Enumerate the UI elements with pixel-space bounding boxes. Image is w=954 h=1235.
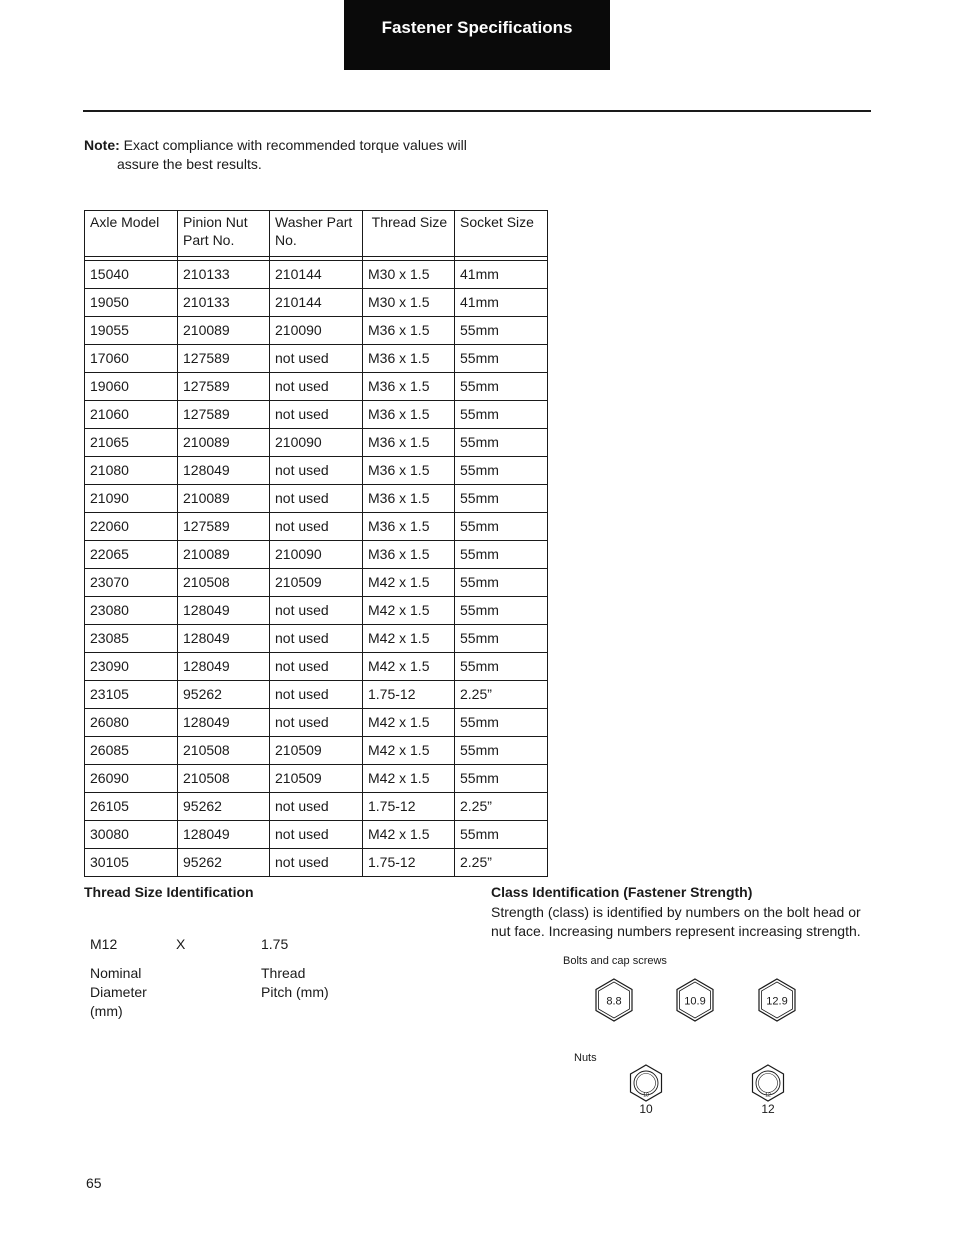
- table-cell: not used: [270, 681, 363, 709]
- table-cell: 21065: [85, 429, 178, 457]
- label-line: (mm): [90, 1003, 123, 1019]
- table-cell: 128049: [178, 709, 270, 737]
- table-cell: M42 x 1.5: [363, 597, 455, 625]
- table-cell: 55mm: [455, 485, 548, 513]
- table-row: [85, 737, 548, 765]
- col-header-thread-size: [363, 211, 455, 257]
- table-cell: 23070: [85, 569, 178, 597]
- table-cell: 210133: [178, 261, 270, 289]
- table-cell: 21060: [85, 401, 178, 429]
- table-row: [85, 317, 548, 345]
- label-nominal-diameter: [90, 964, 147, 1021]
- table-cell: 128049: [178, 457, 270, 485]
- table-cell: not used: [270, 373, 363, 401]
- table-cell: 210090: [270, 429, 363, 457]
- table-cell: 55mm: [455, 737, 548, 765]
- bolt-class-label: 10.9: [684, 995, 706, 1008]
- header-text: Part No.: [183, 232, 235, 248]
- table-cell: 23085: [85, 625, 178, 653]
- table-cell: 26080: [85, 709, 178, 737]
- table-cell: not used: [270, 849, 363, 877]
- table-body: [85, 261, 548, 877]
- table-row: [85, 625, 548, 653]
- table-row: [85, 513, 548, 541]
- header-rule: [83, 110, 871, 112]
- table-cell: M36 x 1.5: [363, 373, 455, 401]
- table-row: [85, 457, 548, 485]
- table-cell: 210144: [270, 261, 363, 289]
- table-row: [85, 373, 548, 401]
- pinion-nut-table: [84, 210, 548, 877]
- table-cell: 23080: [85, 597, 178, 625]
- table-cell: 127589: [178, 401, 270, 429]
- table-cell: 55mm: [455, 373, 548, 401]
- table-cell: 41mm: [455, 289, 548, 317]
- thread-size-id-title: Thread Size Identification: [84, 884, 254, 900]
- label-thread-pitch: [261, 964, 329, 1002]
- table-cell: not used: [270, 513, 363, 541]
- table-cell: 210089: [178, 541, 270, 569]
- bolt-head-10-9-icon: [671, 976, 719, 1024]
- table-cell: 55mm: [455, 597, 548, 625]
- table-cell: M36 x 1.5: [363, 317, 455, 345]
- label-line: Nominal: [90, 965, 142, 981]
- note-line-2: assure the best results.: [117, 156, 262, 172]
- table-header-row: [85, 211, 548, 257]
- table-cell: 15040: [85, 261, 178, 289]
- table-cell: M36 x 1.5: [363, 541, 455, 569]
- table-row: [85, 541, 548, 569]
- header-text: No.: [275, 232, 297, 248]
- table-cell: M42 x 1.5: [363, 625, 455, 653]
- bolt-class-label: 8.8: [606, 995, 622, 1008]
- table-row: [85, 821, 548, 849]
- table-cell: 23090: [85, 653, 178, 681]
- table-row: [85, 653, 548, 681]
- table-cell: 1.75-12: [363, 849, 455, 877]
- table-cell: not used: [270, 457, 363, 485]
- page-number: 65: [86, 1175, 102, 1191]
- table-cell: 128049: [178, 625, 270, 653]
- table-cell: 21080: [85, 457, 178, 485]
- note-label: Note:: [84, 137, 120, 153]
- table-cell: not used: [270, 709, 363, 737]
- nuts-caption: Nuts: [574, 1052, 597, 1064]
- table-cell: 2.25”: [455, 681, 548, 709]
- table-cell: 23105: [85, 681, 178, 709]
- table-cell: M42 x 1.5: [363, 569, 455, 597]
- table-cell: 1.75-12: [363, 793, 455, 821]
- table-cell: 210144: [270, 289, 363, 317]
- table-cell: 26105: [85, 793, 178, 821]
- table-cell: 127589: [178, 373, 270, 401]
- table-cell: 41mm: [455, 261, 548, 289]
- table-cell: 55mm: [455, 765, 548, 793]
- table-cell: 210508: [178, 765, 270, 793]
- table-cell: M42 x 1.5: [363, 765, 455, 793]
- table-cell: 19050: [85, 289, 178, 317]
- table-cell: 55mm: [455, 345, 548, 373]
- section-title-tab: [344, 0, 610, 70]
- table-cell: 1.75-12: [363, 681, 455, 709]
- col-header-socket-size: [455, 211, 548, 257]
- table-cell: 2.25”: [455, 793, 548, 821]
- table-cell: not used: [270, 485, 363, 513]
- table-cell: not used: [270, 625, 363, 653]
- table-cell: 95262: [178, 793, 270, 821]
- table-cell: not used: [270, 597, 363, 625]
- table-row: [85, 289, 548, 317]
- table-cell: 19060: [85, 373, 178, 401]
- table-row: [85, 765, 548, 793]
- table-row: [85, 709, 548, 737]
- table-cell: M30 x 1.5: [363, 261, 455, 289]
- table-cell: 26090: [85, 765, 178, 793]
- table-cell: 128049: [178, 653, 270, 681]
- col-header-pinion-nut: [178, 211, 270, 257]
- thread-example-pitch: 1.75: [261, 936, 289, 952]
- table-cell: 210133: [178, 289, 270, 317]
- table-cell: 95262: [178, 681, 270, 709]
- table-cell: 210089: [178, 317, 270, 345]
- table-cell: 128049: [178, 597, 270, 625]
- table-cell: M36 x 1.5: [363, 401, 455, 429]
- table-cell: 55mm: [455, 821, 548, 849]
- section-title: Fastener Specifications: [381, 18, 573, 37]
- table-cell: 2.25”: [455, 849, 548, 877]
- label-line: Pitch (mm): [261, 984, 329, 1000]
- table-row: [85, 401, 548, 429]
- table-row: [85, 569, 548, 597]
- thread-example-diameter: M12: [90, 936, 118, 952]
- table-cell: M36 x 1.5: [363, 457, 455, 485]
- table-cell: 55mm: [455, 569, 548, 597]
- table-cell: 55mm: [455, 625, 548, 653]
- nut-face-mark: 12: [765, 1092, 771, 1099]
- note-line-1: Exact compliance with recommended torque values will: [123, 137, 467, 153]
- table-row: [85, 597, 548, 625]
- note-paragraph: [84, 136, 484, 174]
- table-cell: M42 x 1.5: [363, 737, 455, 765]
- table-cell: 55mm: [455, 457, 548, 485]
- col-header-axle-model: [85, 211, 178, 257]
- table-row: [85, 345, 548, 373]
- table-cell: 128049: [178, 821, 270, 849]
- table-cell: 22065: [85, 541, 178, 569]
- table-cell: M42 x 1.5: [363, 653, 455, 681]
- table-cell: 55mm: [455, 541, 548, 569]
- table-cell: 55mm: [455, 317, 548, 345]
- table-cell: not used: [270, 653, 363, 681]
- nut-10-icon: [626, 1063, 666, 1103]
- header-text: Washer Part: [275, 214, 353, 230]
- table-cell: M42 x 1.5: [363, 821, 455, 849]
- table-cell: 210509: [270, 737, 363, 765]
- table-cell: 55mm: [455, 513, 548, 541]
- bolts-caption: Bolts and cap screws: [563, 955, 667, 967]
- table-cell: not used: [270, 821, 363, 849]
- table-cell: M36 x 1.5: [363, 513, 455, 541]
- table-row: [85, 261, 548, 289]
- table-cell: not used: [270, 401, 363, 429]
- thread-example-x: X: [176, 936, 186, 952]
- bolt-class-label: 12.9: [766, 995, 788, 1008]
- table-cell: 210509: [270, 765, 363, 793]
- bolt-head-8-8-icon: [590, 976, 638, 1024]
- nut-class-label: 10: [639, 1102, 653, 1116]
- class-id-description: Strength (class) is identified by numbers on the bolt head or nut face. Increasing numbers represent increasing strength.: [491, 904, 861, 939]
- header-text: Thread Size: [368, 214, 448, 230]
- nut-face-mark: 10: [643, 1092, 649, 1099]
- table-cell: 19055: [85, 317, 178, 345]
- table-cell: 127589: [178, 513, 270, 541]
- bolt-head-12-9-icon: [753, 976, 801, 1024]
- header-text: Pinion Nut: [183, 214, 248, 230]
- class-id-title: Class Identification (Fastener Strength): [491, 884, 753, 900]
- table-cell: 127589: [178, 345, 270, 373]
- table-cell: 55mm: [455, 709, 548, 737]
- table-cell: M42 x 1.5: [363, 709, 455, 737]
- table-cell: 210508: [178, 569, 270, 597]
- header-text: Axle Model: [90, 214, 160, 230]
- table-row: [85, 485, 548, 513]
- table-cell: M36 x 1.5: [363, 345, 455, 373]
- table-cell: 210508: [178, 737, 270, 765]
- header-text: Socket Size: [460, 214, 534, 230]
- nut-12-icon: [748, 1063, 788, 1103]
- table-cell: 95262: [178, 849, 270, 877]
- table-cell: 55mm: [455, 429, 548, 457]
- table-cell: 55mm: [455, 401, 548, 429]
- table-cell: 55mm: [455, 653, 548, 681]
- table-cell: 21090: [85, 485, 178, 513]
- label-line: Thread: [261, 965, 306, 981]
- table-cell: 210089: [178, 429, 270, 457]
- table-cell: 30080: [85, 821, 178, 849]
- table-cell: 30105: [85, 849, 178, 877]
- table-row: [85, 793, 548, 821]
- table-row: [85, 849, 548, 877]
- table-cell: M30 x 1.5: [363, 289, 455, 317]
- table-cell: 17060: [85, 345, 178, 373]
- col-header-washer-part: [270, 211, 363, 257]
- nut-class-label: 12: [761, 1102, 775, 1116]
- table-cell: M36 x 1.5: [363, 485, 455, 513]
- table-cell: 22060: [85, 513, 178, 541]
- table-cell: 210090: [270, 317, 363, 345]
- label-line: Diameter: [90, 984, 147, 1000]
- table-cell: not used: [270, 345, 363, 373]
- table-row: [85, 681, 548, 709]
- table-cell: 26085: [85, 737, 178, 765]
- table-cell: 210509: [270, 569, 363, 597]
- table-cell: 210090: [270, 541, 363, 569]
- table-row: [85, 429, 548, 457]
- table-cell: 210089: [178, 485, 270, 513]
- table-cell: not used: [270, 793, 363, 821]
- table-cell: M36 x 1.5: [363, 429, 455, 457]
